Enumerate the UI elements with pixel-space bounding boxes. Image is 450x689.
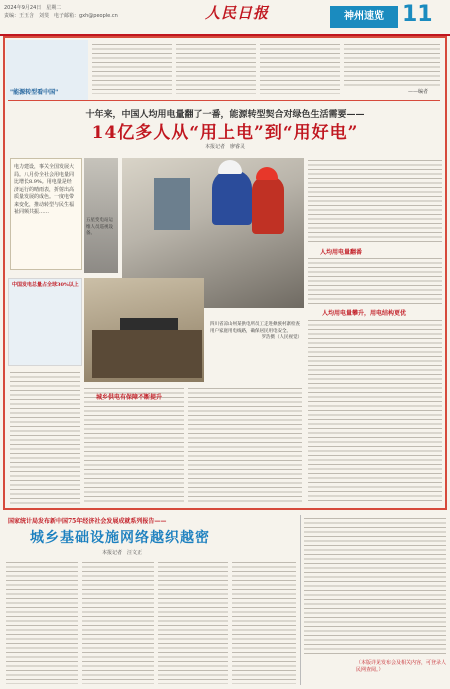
photo-caption: 五星变电站运维人员巡视设备。 xyxy=(86,218,113,236)
text-column xyxy=(308,318,442,504)
text-column xyxy=(92,42,172,94)
infographic-box xyxy=(8,278,82,366)
second-kicker: 国家统计局发布新中国75年经济社会发展成就系列报告—— xyxy=(8,518,167,525)
main-kicker: 十年来，中国人均用电量翻了一番，能源转型契合对绿色生活需要—— xyxy=(85,110,365,120)
series-label: "能源转型看中国" xyxy=(10,89,59,96)
text-column xyxy=(308,256,442,304)
text-column xyxy=(188,386,302,504)
text-column xyxy=(84,386,184,504)
text-column xyxy=(6,560,78,684)
photo-worker-blue xyxy=(212,170,252,225)
main-headline: 14亿多人从“用上电”到“用好电” xyxy=(91,123,359,143)
second-headline: 城乡基础设施网络越织越密 xyxy=(30,530,210,546)
lead-text: 电力建设，事关全国发展大局。八月份全社会用电量同比增长8.9%。用电量是经济运行的晴雨表，折射出高质量发展的成色。一度电带来变化，推动转型与民生福祉同频共振…… xyxy=(14,164,75,215)
photo-caption-text: 四川省凉山州某供电所员工走进彝族村寨检查用户家庭用电线路，确保居民用电安全。 xyxy=(210,322,300,334)
text-column xyxy=(232,560,296,684)
text-column xyxy=(304,516,446,656)
text-column xyxy=(260,42,340,94)
photo-substation xyxy=(84,158,118,273)
subhead: 人均用电量攀升，用电结构更优 xyxy=(322,310,407,317)
text-column xyxy=(10,370,80,504)
photo-worker-red xyxy=(252,176,284,234)
text-column xyxy=(344,42,440,86)
editor-line: 责编：王玉含 刘斐 电子邮箱：gxh@people.cn xyxy=(4,13,118,19)
subhead: 人均用电量翻番 xyxy=(320,249,363,256)
page-number: 11 xyxy=(402,2,433,27)
main-reporter: 本报记者 廖睿灵 xyxy=(204,144,245,150)
divider xyxy=(8,100,440,101)
text-column xyxy=(308,158,442,244)
issue-date: 2024年9月24日 星期二 xyxy=(4,5,62,11)
section-tag: 神州速览 xyxy=(330,6,398,28)
text-column xyxy=(176,42,256,94)
photo-credit: 罗浩摄（人民视觉） xyxy=(261,335,302,340)
text-column xyxy=(158,560,228,684)
text-column xyxy=(82,560,154,684)
subhead: 城乡供电有保障不断提升 xyxy=(96,394,163,401)
photo-meter-box xyxy=(154,178,190,230)
second-reporter: 本报记者 汪文正 xyxy=(102,550,143,556)
page-header xyxy=(0,0,450,36)
masthead-logo: 人民日报 xyxy=(205,4,270,22)
photo-caption xyxy=(210,322,302,342)
infographic-title: 中国发电总量占全球30%以上 xyxy=(12,282,79,288)
corner-note: （本版详见发布会及相关内容，可登录人民网查阅。） xyxy=(356,660,447,673)
photo-cabinet xyxy=(92,330,202,378)
editor-byline: ——编者 xyxy=(408,89,429,95)
column-separator xyxy=(300,515,301,685)
